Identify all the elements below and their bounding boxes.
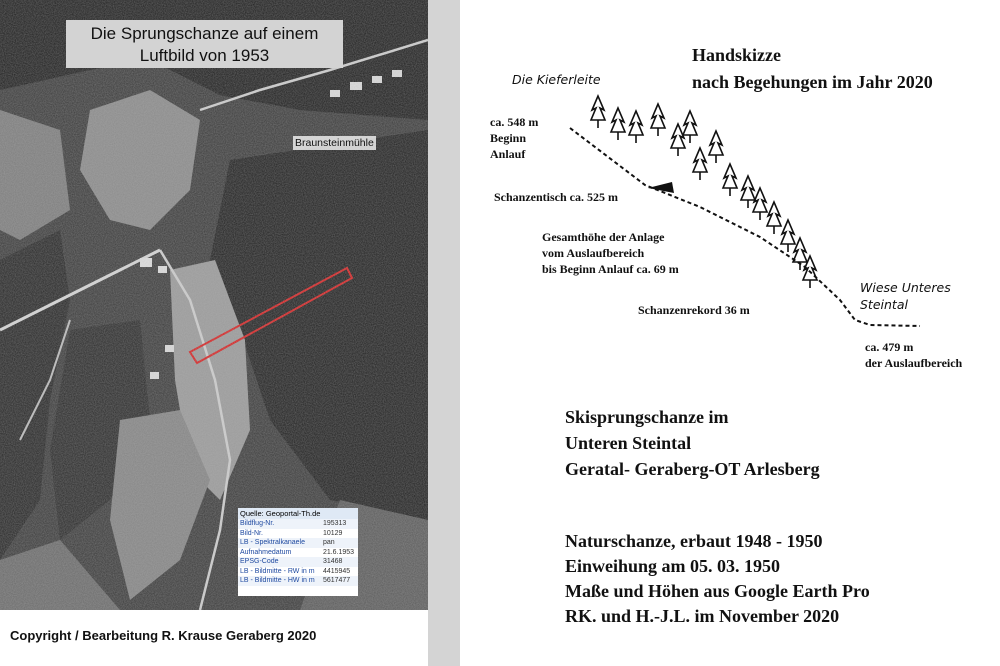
info-detail-line3: Maße und Höhen aus Google Earth Pro — [565, 581, 870, 601]
metadata-value: pan — [321, 538, 358, 548]
metadata-label: LB - Bildmitte - RW in m — [240, 567, 315, 575]
tree-icon — [651, 104, 665, 136]
label-kieferleite: Die Kieferleite — [512, 72, 601, 87]
metadata-value: 5617477 — [321, 576, 358, 586]
metadata-label: EPSG-Code — [238, 557, 321, 567]
tree-icon — [671, 124, 685, 156]
metadata-label: LB - Spektralkanaele — [238, 538, 321, 548]
metadata-value: 4415945 — [322, 567, 351, 575]
aerial-photo — [0, 0, 428, 610]
info-detail-line1: Naturschanze, erbaut 1948 - 1950 — [565, 531, 823, 551]
outrun-label: der Auslaufbereich — [865, 356, 963, 370]
tree-icon — [709, 131, 723, 163]
record-label: Schanzenrekord 36 m — [638, 303, 750, 317]
tree-icon — [723, 164, 737, 196]
outrun-height: ca. 479 m — [865, 340, 914, 354]
metadata-label: Aufnahmedatum — [240, 548, 292, 556]
metadata-value: 21.6.1953 — [322, 548, 355, 556]
photo-title-line1: Die Sprungschanze auf einem — [90, 24, 319, 43]
total-height-line: Gesamthöhe der Anlage — [542, 230, 665, 244]
metadata-row — [238, 567, 358, 577]
metadata-value: 10129 — [322, 529, 343, 537]
tree-icon — [611, 108, 625, 140]
metadata-row — [238, 548, 358, 558]
metadata-row — [238, 519, 358, 529]
info-detail-line4: RK. und H.-J.L. im November 2020 — [565, 606, 840, 626]
tree-icon — [591, 96, 605, 128]
tree-icon — [753, 188, 767, 220]
sketch-heading-line2: nach Begehungen im Jahr 2020 — [692, 72, 933, 92]
metadata-value: 195313 — [321, 519, 358, 529]
tree-icon — [683, 111, 697, 143]
tree-icon — [767, 202, 781, 234]
metadata-row — [238, 576, 358, 586]
start-label: Beginn — [490, 131, 527, 145]
info-title-line3: Geratal- Geraberg-OT Arlesberg — [565, 459, 820, 479]
metadata-value: 31468 — [321, 557, 358, 567]
metadata-label: LB - Bildmitte - HW in m — [238, 576, 321, 586]
info-title-line2: Unteren Steintal — [565, 433, 692, 453]
tree-icon — [693, 148, 707, 180]
start-label: Anlauf — [490, 147, 526, 161]
metadata-row — [238, 557, 358, 567]
place-label: Braunsteinmühle — [295, 137, 374, 149]
table-label: Schanzentisch ca. 525 m — [494, 190, 618, 204]
total-height-line: bis Beginn Anlauf ca. 69 m — [542, 262, 679, 276]
copyright-text: Copyright / Bearbeitung R. Krause Geraberg 2020 — [10, 628, 317, 643]
hand-sketch-panel — [460, 0, 1000, 666]
metadata-label: Bild-Nr. — [240, 529, 263, 537]
meadow-label: Steintal — [860, 297, 908, 312]
start-height: ca. 548 m — [490, 115, 539, 129]
meadow-label: Wiese Unteres — [860, 280, 951, 295]
info-detail-line2: Einweihung am 05. 03. 1950 — [565, 556, 781, 576]
photo-title-line2: Luftbild von 1953 — [139, 46, 270, 65]
divider — [428, 0, 460, 666]
metadata-label: Bildflug-Nr. — [238, 519, 321, 529]
metadata-table — [238, 508, 358, 596]
tree-icon — [781, 220, 795, 252]
metadata-row — [238, 529, 358, 539]
total-height-line: vom Auslaufbereich — [542, 246, 645, 260]
metadata-row — [238, 538, 358, 548]
photo-title — [66, 20, 343, 68]
sketch-heading-line1: Handskizze — [692, 45, 782, 65]
info-title-line1: Skisprungschanze im — [565, 407, 729, 427]
metadata-source: Quelle: Geoportal-Th.de — [238, 508, 358, 519]
tree-icon — [629, 111, 643, 143]
